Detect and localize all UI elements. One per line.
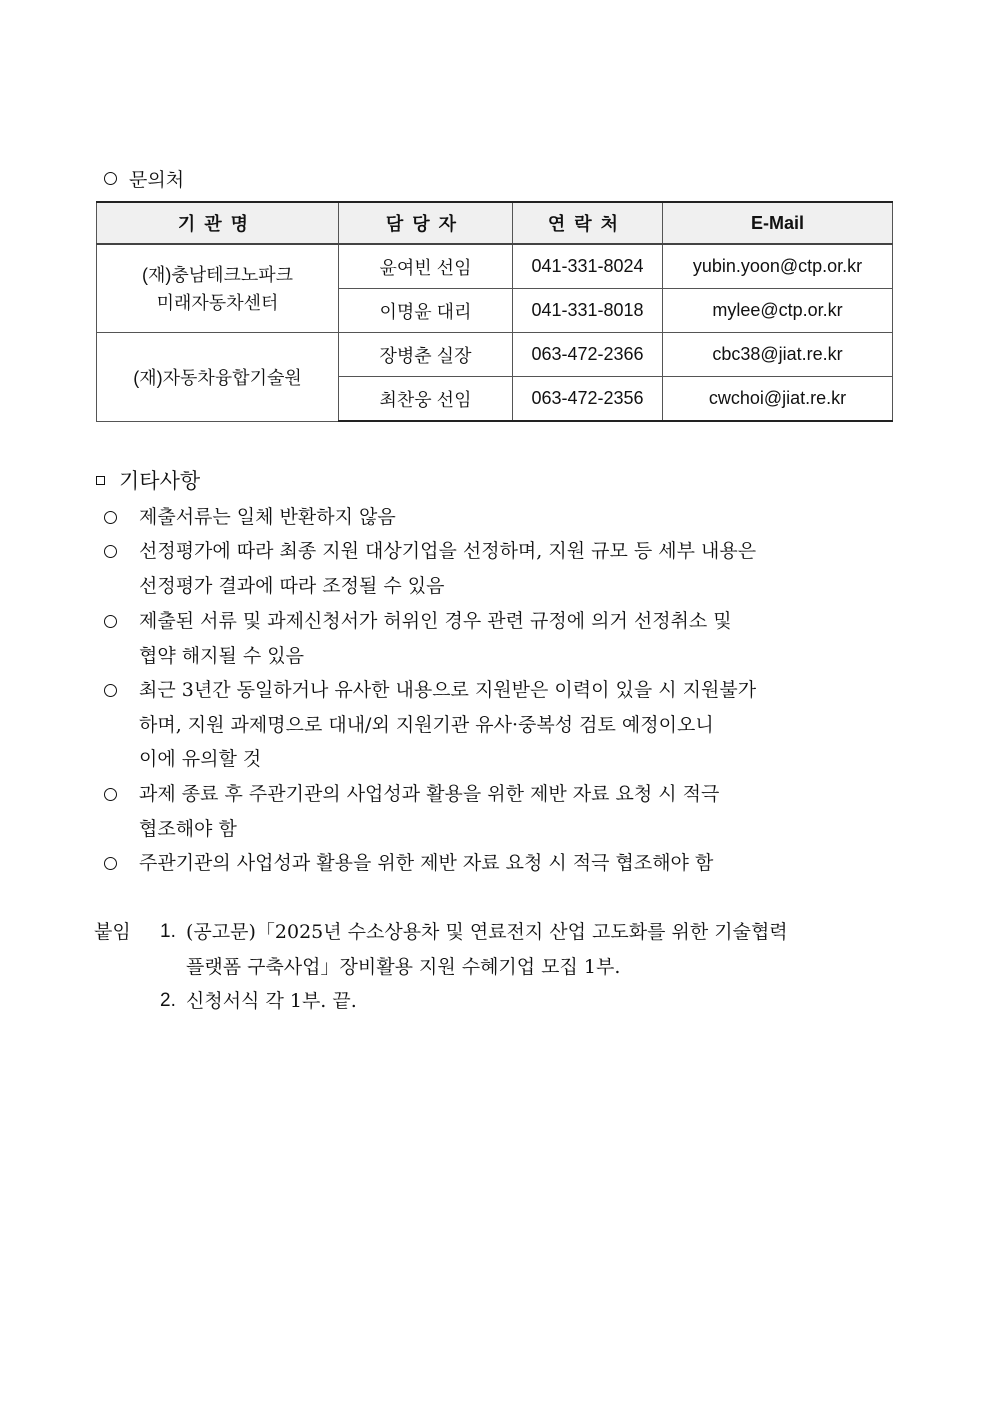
person-cell: 이명윤 대리 [339,289,513,333]
org-cell: (재)자동차융합기술원 [97,333,339,422]
org-cell: (재)충남테크노파크 미래자동차센터 [97,244,339,333]
list-item-text: 선정평가에 따라 최종 지원 대상기업을 선정하며, 지원 규모 등 세부 내용은 선정평가 결과에 따라 조정될 수 있음 [139,540,757,597]
contact-heading [104,166,184,194]
circle-bullet-icon [104,545,117,558]
table-row [97,333,893,377]
table-row [97,244,893,289]
attachment-number: 2. [160,990,176,1011]
circle-bullet-icon [104,615,117,628]
attachment-text: (공고문)「2025년 수소상용차 및 연료전지 산업 고도화를 위한 기술협력 플랫폼 구축사업」장비활용 지원 수혜기업 모집 1부. [186,921,788,978]
list-item [104,846,904,881]
contact-table [96,201,893,422]
other-section-title [96,466,200,496]
list-item-text: 과제 종료 후 주관기관의 사업성과 활용을 위한 제반 자료 요청 시 적극 협조해야 함 [139,783,720,840]
attachment-number: 1. [160,921,176,942]
list-item-text: 제출서류는 일체 반환하지 않음 [139,506,396,528]
person-cell: 장병춘 실장 [339,333,513,377]
email-cell: mylee@ctp.or.kr [663,289,893,333]
square-bullet-icon [96,476,105,485]
list-item-text: 제출된 서류 및 과제신청서가 허위인 경우 관련 규정에 의거 선정취소 및 협약 해지될 수 있음 [139,610,732,667]
phone-cell: 041-331-8024 [513,244,663,289]
list-item-text: 주관기관의 사업성과 활용을 위한 제반 자료 요청 시 적극 협조해야 함 [139,852,714,874]
email-cell: yubin.yoon@ctp.or.kr [663,244,893,289]
person-cell: 최찬웅 선임 [339,377,513,422]
phone-cell: 041-331-8018 [513,289,663,333]
phone-cell: 063-472-2366 [513,333,663,377]
circle-bullet-icon [104,857,117,870]
phone-cell: 063-472-2356 [513,377,663,422]
email-cell: cwchoi@jiat.re.kr [663,377,893,422]
col-header-org: 기관명 [97,202,339,244]
list-item [104,500,904,535]
table-header-row [97,202,893,244]
circle-bullet-icon [104,172,117,185]
email-cell: cbc38@jiat.re.kr [663,333,893,377]
list-item [104,604,904,673]
list-item [104,673,904,777]
circle-bullet-icon [104,511,117,524]
circle-bullet-icon [104,684,117,697]
attachments-label: 붙임 [94,921,131,943]
list-item [104,777,904,846]
person-cell: 윤여빈 선임 [339,244,513,289]
col-header-person: 담당자 [339,202,513,244]
col-header-email: E-Mail [663,202,893,244]
circle-bullet-icon [104,788,117,801]
attachment-text: 신청서식 각 1부. 끝. [186,990,357,1012]
list-item [104,534,904,603]
other-section-title-text: 기타사항 [119,469,201,493]
list-item-text: 최근 3년간 동일하거나 유사한 내용으로 지원받은 이력이 있을 시 지원불가 하며, 지원 과제명으로 대내/외 지원기관 유사·중복성 검토 예정이오니 이에 유의할 것 [139,679,757,770]
col-header-phone: 연락처 [513,202,663,244]
contact-heading-text: 문의처 [129,169,185,191]
